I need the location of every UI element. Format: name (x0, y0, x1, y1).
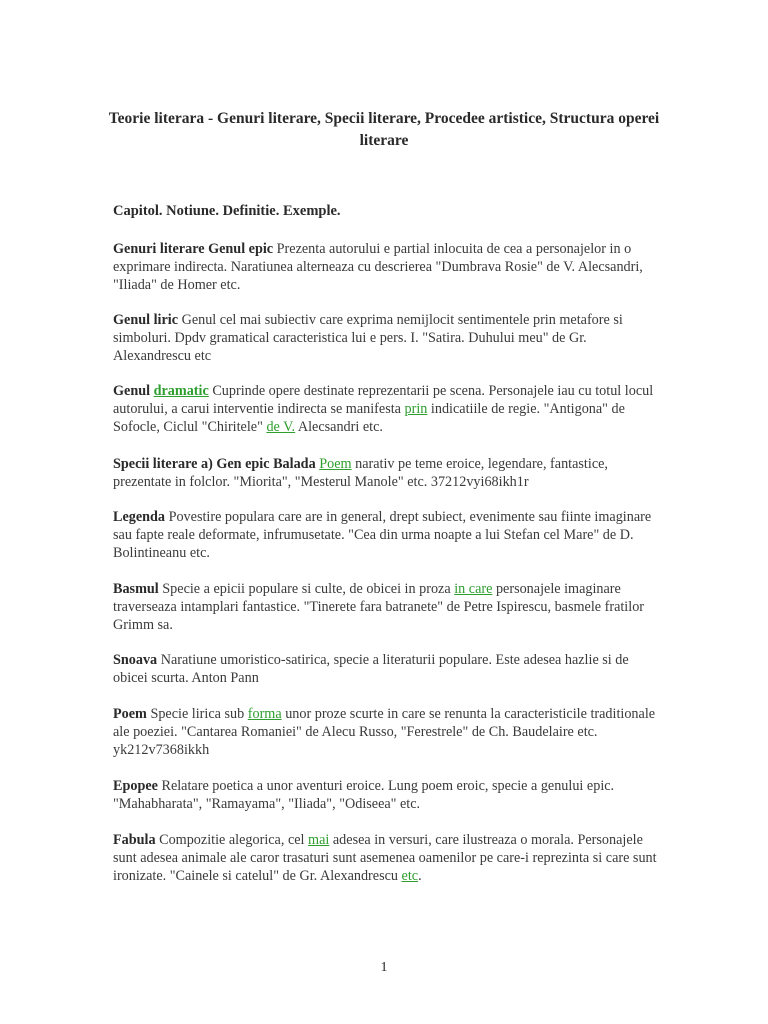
entry-legenda (113, 508, 658, 562)
entry-term: Genul (113, 383, 151, 399)
entry-basmul (113, 580, 658, 634)
entry-text: Naratiune umoristico-satirica, specie a literaturii populare. Este adesea hazlie si de obicei scurta. Anton Pann (113, 652, 629, 686)
entry-genul-dramatic (113, 382, 658, 436)
entry-text: personajele imaginare traverseaza intamplari fantastice. "Tinerete fara batranete" de Petre Ispirescu, basmele fratilor Grimm sa. (113, 581, 645, 633)
entry-term: Fabula (113, 832, 156, 848)
entry-term: Genul liric (113, 312, 179, 328)
entry-text: indicatiile de regie. "Antigona" de Sofocle, Ciclul "Chiritele" (113, 401, 625, 435)
entry-text: Povestire populara care are in general, drept subiect, evenimente sau fiinte imaginare sau fapte reale deformate, infrumusetate. "Cea din urma noapte a lui Stefan cel Mare" de D. Bolintineanu etc. (113, 509, 652, 561)
entry-balada (113, 455, 658, 491)
entry-fabula (113, 831, 658, 885)
entry-text: Cuprinde opere destinate reprezentarii pe scena. Personajele iau cu totul locul autorului, a carui interventie indirecta se manifesta (113, 383, 654, 417)
entry-text: Relatare poetica a unor aventuri eroice. Lung poem eroic, specie a genului epic. "Mahabharata", "Ramayama", "Iliada", "Odiseea" etc. (113, 778, 615, 812)
entry-poem (113, 705, 658, 759)
link-dramatic[interactable]: dramatic (153, 383, 209, 399)
entry-text: narativ pe teme eroice, legendare, fantastice, prezentate in folclor. "Miorita", "Mesterul Manole" etc. 37212vyi68ikh1r (113, 456, 608, 490)
entry-text: Prezenta autorului e partial inlocuita de cea a personajelor in o exprimare indirecta. Naratiunea alterneaza cu descrierea "Dumbrava Rosie" de V. Alecsandri, "Iliada" de Homer etc. (113, 241, 643, 293)
entry-text: Compozitie alegorica, cel (155, 832, 309, 848)
entry-term: Genuri literare Genul epic (113, 241, 274, 257)
document-title: Teorie literara - Genuri literare, Specii literare, Procedee artistice, Structura operei literare (108, 110, 660, 149)
link-poem[interactable]: Poem (319, 456, 352, 472)
entry-text: Specie lirica sub (146, 706, 248, 722)
entry-genul-epic (113, 240, 658, 294)
link-etc[interactable]: etc (401, 868, 419, 884)
entry-term: Snoava (113, 652, 158, 668)
entry-text: Genul cel mai subiectiv care exprima nemijlocit sentimentele prin metafore si simboluri. Dpdv gramatical caracteristica lui e pers. I. "Satira. Duhului meu" de Gr. Alexandrescu etc (113, 312, 623, 364)
entry-term: Epopee (113, 778, 158, 794)
page-number: 1 (380, 960, 388, 975)
entry-text: . (418, 868, 422, 884)
link-in-care[interactable]: in care (454, 581, 493, 597)
link-forma[interactable]: forma (247, 706, 282, 722)
entry-term: Basmul (113, 581, 159, 597)
link-de-v[interactable]: de V. (266, 419, 296, 435)
chapter-heading: Capitol. Notiune. Definitie. Exemple. (113, 203, 341, 219)
link-mai[interactable]: mai (308, 832, 330, 848)
entry-term: Poem (113, 706, 147, 722)
entry-term: Specii literare a) Gen epic Balada (113, 456, 316, 472)
entry-genul-liric (113, 311, 658, 365)
entry-text: Alecsandri etc. (295, 419, 383, 435)
entry-epopee (113, 777, 658, 813)
entry-term: Legenda (113, 509, 166, 525)
link-prin[interactable]: prin (404, 401, 428, 417)
entry-snoava (113, 651, 658, 687)
entry-text: unor proze scurte in care se renunta la caracteristicile traditionale ale poeziei. "Cantarea Romaniei" de Alecu Russo, "Ferestrele" de Ch. Baudelaire etc. yk212v7368ikkh (113, 706, 656, 758)
entry-text: Specie a epicii populare si culte, de obicei in proza (158, 581, 455, 597)
entry-text: adesea in versuri, care ilustreaza o morala. Personajele sunt adesea animale ale caror trasaturi sunt asemenea oamenilor pe care-i reprezinta si care sunt ironizate. "Cainele si catelul" de Gr. Alexandrescu (113, 832, 657, 884)
